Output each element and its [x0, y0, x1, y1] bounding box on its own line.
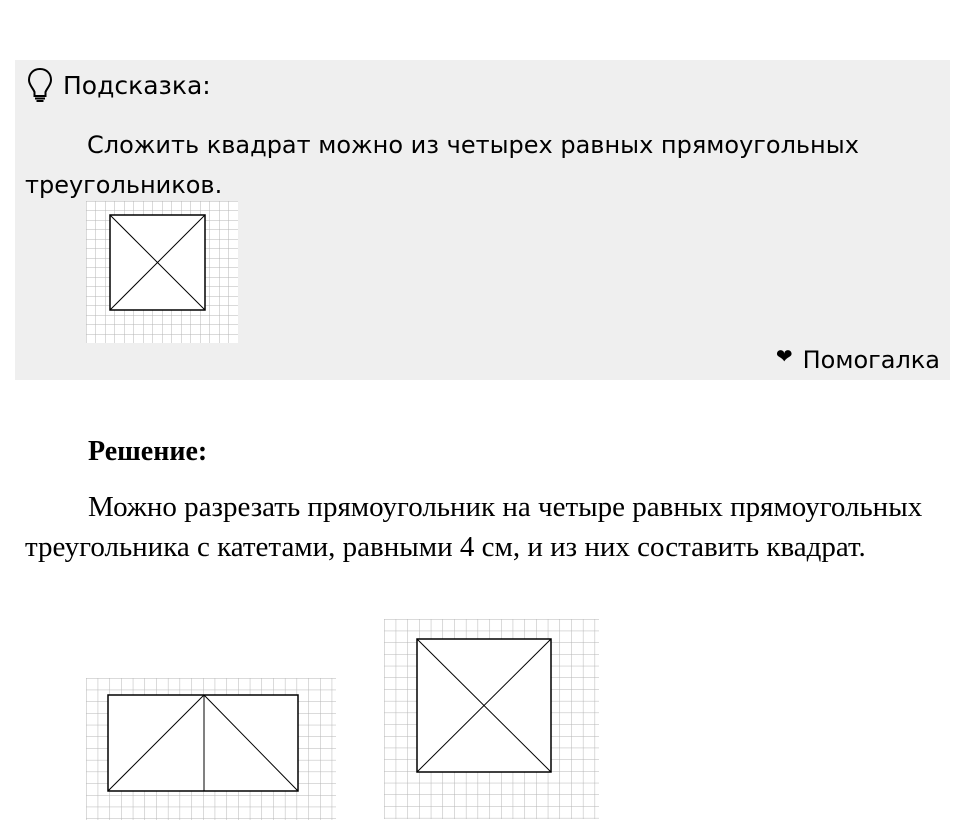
lightbulb-icon	[27, 67, 53, 103]
rectangle-figure	[86, 678, 336, 820]
credit-text: Помогалка	[802, 346, 940, 374]
credit-label	[776, 346, 940, 374]
solution-title: Решение:	[88, 436, 208, 467]
hint-text: Сложить квадрат можно из четырех равных прямоугольных треугольников.	[25, 131, 859, 199]
hint-header	[27, 68, 211, 102]
heart-icon: ❤	[775, 344, 793, 368]
square-figure	[384, 619, 599, 819]
hint-square-figure	[86, 201, 238, 343]
solution-text: Можно разрезать прямоугольник на четыре равных прямоугольных треугольника с катетами, равными 4 см, и из них составить квадрат.	[25, 491, 923, 563]
hint-title: Подсказка:	[63, 70, 211, 100]
